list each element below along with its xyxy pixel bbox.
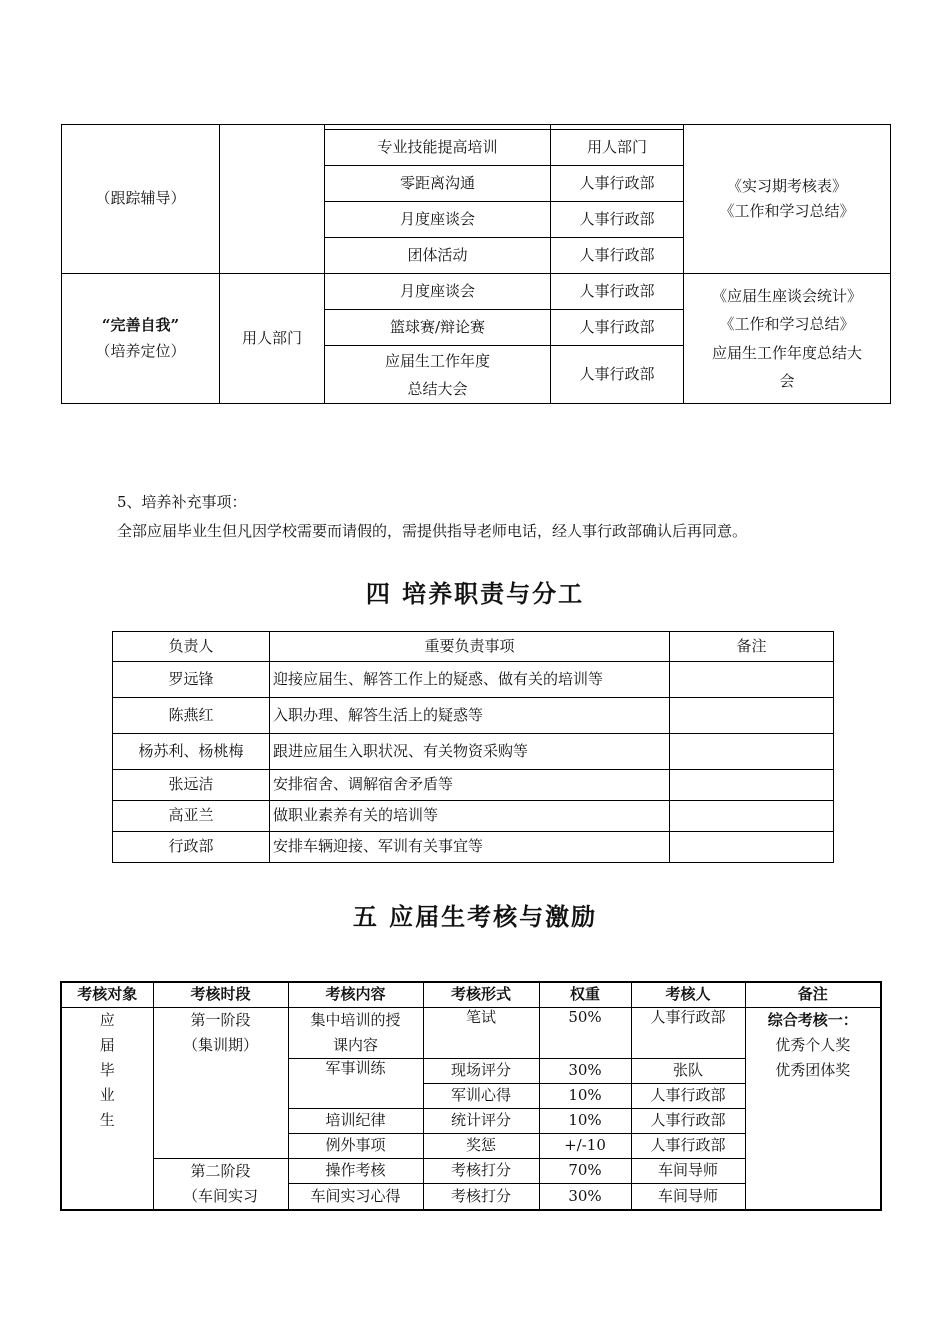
weight-cell: 70%: [539, 1159, 631, 1184]
note-cell: [670, 662, 834, 698]
target-cell: 应 届 毕 业 生: [61, 1008, 153, 1211]
note-cell: [670, 832, 834, 863]
stage-cell-selfimprove: “完善自我” （培养定位）: [62, 274, 220, 404]
form-cell: 考核打分: [423, 1184, 539, 1210]
header-weight: 权重: [539, 982, 631, 1008]
content-cell: 车间实习心得: [288, 1184, 423, 1210]
dept-cell: 人事行政部: [551, 238, 684, 274]
table-row: [113, 832, 834, 863]
content-cell: 培训纪律: [288, 1109, 423, 1134]
form-cell: 现场评分: [423, 1059, 539, 1084]
header-period: 考核时段: [153, 982, 288, 1008]
section5-heading: 五 应届生考核与激励: [352, 902, 598, 931]
person-cell: 杨苏利、杨桃梅: [113, 734, 270, 770]
content-cell: 集中培训的授 课内容: [288, 1008, 423, 1059]
assessor-cell: 人事行政部: [631, 1084, 745, 1109]
form-cell: 笔试: [423, 1008, 539, 1059]
content-cell: 例外事项: [288, 1134, 423, 1159]
weight-cell: 30%: [539, 1059, 631, 1084]
assessor-cell: 张队: [631, 1059, 745, 1084]
person-cell: 张远洁: [113, 770, 270, 801]
assessor-cell: 人事行政部: [631, 1008, 745, 1059]
dept-cell: 人事行政部: [551, 346, 684, 404]
table-row: [113, 662, 834, 698]
weight-cell: +/-10: [539, 1134, 631, 1159]
assessor-cell: 人事行政部: [631, 1109, 745, 1134]
header-note: 备注: [670, 632, 834, 662]
weight-cell: 30%: [539, 1184, 631, 1210]
form-cell: 统计评分: [423, 1109, 539, 1134]
phase1-cell: 第一阶段 （集训期）: [153, 1008, 288, 1159]
supplement-section: [117, 488, 747, 546]
weight-cell: 10%: [539, 1084, 631, 1109]
header-form: 考核形式: [423, 982, 539, 1008]
form-cell: 考核打分: [423, 1159, 539, 1184]
duty-cell: 安排车辆迎接、军训有关事宜等: [270, 832, 670, 863]
activity-cell: 专业技能提高培训: [325, 130, 551, 166]
duty-cell: 入职办理、解答生活上的疑惑等: [270, 698, 670, 734]
activity-cell: 篮球赛/辩论赛: [325, 310, 551, 346]
activity-cell: 团体活动: [325, 238, 551, 274]
header-target: 考核对象: [61, 982, 153, 1008]
note-cell: [670, 801, 834, 832]
duty-cell: 跟进应届生入职状况、有关物资采购等: [270, 734, 670, 770]
table-row: [113, 770, 834, 801]
activity-cell: 月度座谈会: [325, 202, 551, 238]
table-row: [113, 734, 834, 770]
owner-cell: 用人部门: [220, 274, 325, 404]
dept-cell: 人事行政部: [551, 310, 684, 346]
weight-cell: 50%: [539, 1008, 631, 1059]
dept-cell: 用人部门: [551, 130, 684, 166]
duty-cell: 安排宿舍、调解宿舍矛盾等: [270, 770, 670, 801]
activity-cell: 零距离沟通: [325, 166, 551, 202]
header-assessor: 考核人: [631, 982, 745, 1008]
assessment-table: [60, 981, 882, 1211]
person-cell: 行政部: [113, 832, 270, 863]
note-cell: 综合考核一： 优秀个人奖 优秀团体奖: [745, 1008, 881, 1211]
responsibility-table: [112, 631, 834, 863]
person-cell: 陈燕红: [113, 698, 270, 734]
table-row: [113, 698, 834, 734]
section4-heading: 四 培养职责与分工: [365, 579, 585, 608]
assessor-cell: 人事行政部: [631, 1134, 745, 1159]
note-cell: [670, 698, 834, 734]
header-person: 负责人: [113, 632, 270, 662]
docs-cell-a: 《实习期考核表》 《工作和学习总结》: [684, 125, 891, 274]
assessor-cell: 车间导师: [631, 1184, 745, 1210]
owner-cell-empty: [220, 125, 325, 274]
activity-cell: 应届生工作年度 总结大会: [325, 346, 551, 404]
form-cell: 奖惩: [423, 1134, 539, 1159]
content-cell: 操作考核: [288, 1159, 423, 1184]
header-duty: 重要负责事项: [270, 632, 670, 662]
assessor-cell: 车间导师: [631, 1159, 745, 1184]
dept-cell: 人事行政部: [551, 166, 684, 202]
person-cell: 罗远锋: [113, 662, 270, 698]
supplement-title: 5、培养补充事项：: [117, 493, 247, 511]
stage-cell-followup: （跟踪辅导）: [62, 125, 220, 274]
form-cell: 军训心得: [423, 1084, 539, 1109]
header-content: 考核内容: [288, 982, 423, 1008]
supplement-text: 全部应届毕业生但凡因学校需要而请假的，需提供指导老师电话，经人事行政部确认后再同意。: [117, 522, 748, 540]
phase2-cell: 第二阶段 （车间实习: [153, 1159, 288, 1211]
duty-cell: 迎接应届生、解答工作上的疑惑、做有关的培训等: [270, 662, 670, 698]
weight-cell: 10%: [539, 1109, 631, 1134]
dept-cell: 人事行政部: [551, 202, 684, 238]
duty-cell: 做职业素养有关的培训等: [270, 801, 670, 832]
note-cell: [670, 770, 834, 801]
content-cell: 军事训练: [288, 1059, 423, 1109]
table-row: [113, 801, 834, 832]
note-cell: [670, 734, 834, 770]
docs-cell-b: 《应届生座谈会统计》 《工作和学习总结》 应届生工作年度总结大 会: [684, 274, 891, 404]
person-cell: 高亚兰: [113, 801, 270, 832]
dept-cell: 人事行政部: [551, 274, 684, 310]
training-plan-table: [61, 124, 891, 404]
header-note: 备注: [745, 982, 881, 1008]
activity-cell: 月度座谈会: [325, 274, 551, 310]
